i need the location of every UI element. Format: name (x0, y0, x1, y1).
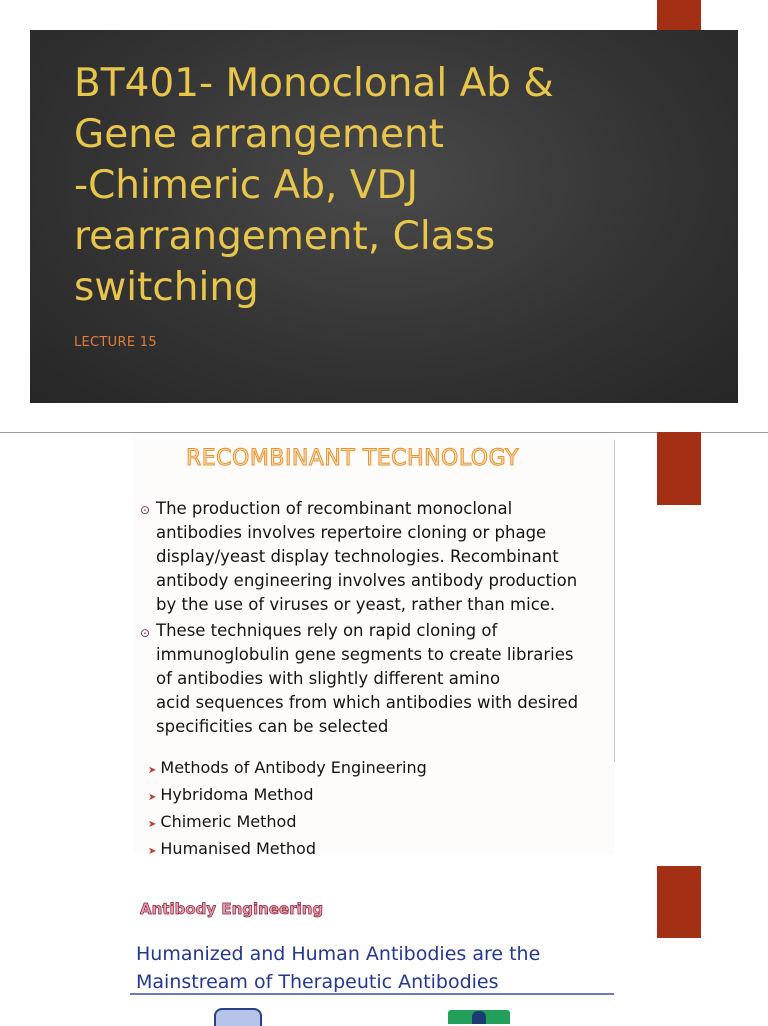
bullet-icon: ⊙ (140, 626, 151, 640)
recombinant-paragraph-2: These techniques rely on rapid cloning of immunoglobulin gene segments to create libraries of antibodies with slightly different amino acid sequences from which antibodies with desired specificities can be selected (156, 621, 579, 736)
therapeutic-antibodies-text: Humanized and Human Antibodies are the Mainstream of Therapeutic Antibodies (136, 943, 541, 993)
list-item: ➤ Chimeric Method (148, 812, 297, 831)
list-item: ➤ Hybridoma Method (148, 785, 314, 804)
antibody-engineering-label: Antibody Engineering (140, 900, 324, 918)
accent-bar-bottom (657, 866, 701, 938)
slide-subtitle: LECTURE 15 (74, 335, 157, 350)
slide-divider (0, 432, 768, 433)
list-item: ➤ Methods of Antibody Engineering (148, 758, 427, 777)
recombinant-heading: RECOMBINANT TECHNOLOGY (186, 446, 520, 471)
title-slide (30, 30, 738, 403)
methods-list (148, 756, 427, 864)
mouse-illustration-icon (214, 1008, 262, 1026)
arrow-bullet-icon: ➤ (148, 846, 157, 857)
arrow-bullet-icon: ➤ (148, 792, 157, 803)
slide3-rule (130, 993, 614, 995)
recombinant-paragraph-1: The production of recombinant monoclonal antibodies involves repertoire cloning or phage display/yeast display technologies. Recombinant antibody engineering involves antibody production by the use of viruses or yeast, rather than mice. (156, 499, 578, 614)
accent-bar-middle (657, 432, 701, 505)
arrow-bullet-icon: ➤ (148, 819, 157, 830)
arrow-bullet-icon: ➤ (148, 765, 157, 776)
slide-title: BT401- Monoclonal Ab & Gene arrangement -Chimeric Ab, VDJ rearrangement, Class switching (74, 61, 554, 310)
human-illustration-icon (448, 1010, 510, 1024)
bullet-icon: ⊙ (140, 503, 151, 517)
list-item: ➤ Humanised Method (148, 839, 316, 858)
